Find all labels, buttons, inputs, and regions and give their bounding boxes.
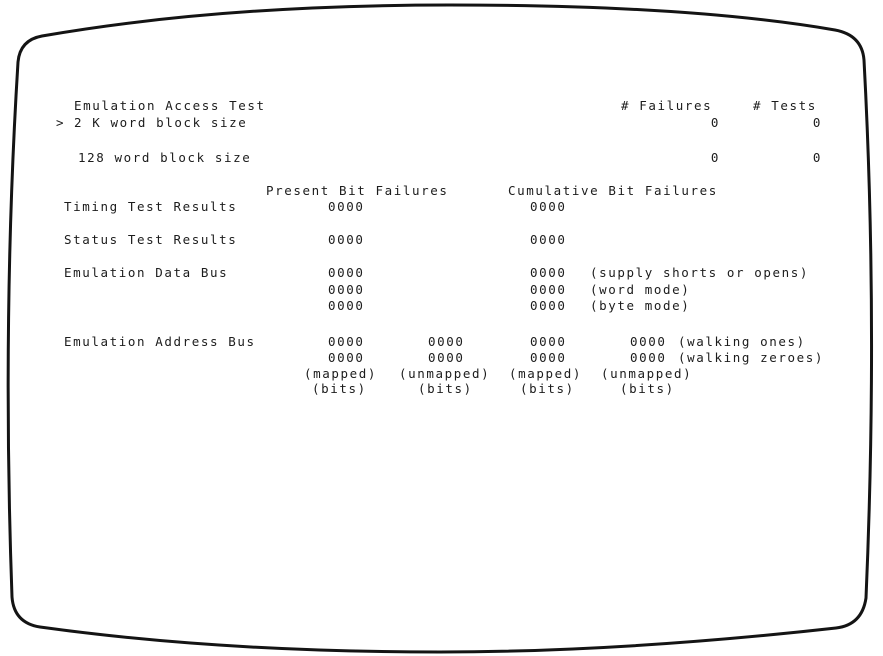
address-bus-cumulative-mapped: 0000 bbox=[530, 350, 567, 365]
bits-subhead: (bits) bbox=[418, 381, 473, 396]
block-128-tests-count: 0 bbox=[812, 150, 822, 165]
address-bus-cumulative-mapped: 0000 bbox=[530, 334, 567, 349]
timing-test-label: Timing Test Results bbox=[64, 199, 238, 214]
bits-subhead: (bits) bbox=[620, 381, 675, 396]
unmapped-subhead: (unmapped) bbox=[399, 366, 491, 381]
address-bus-cumulative-unmapped: 0000 bbox=[630, 334, 667, 349]
data-bus-cumulative-value: 0000 bbox=[530, 298, 567, 313]
data-bus-note: (supply shorts or opens) bbox=[590, 265, 810, 280]
cumulative-bit-failures-header: Cumulative Bit Failures bbox=[508, 183, 718, 198]
address-bus-note: (walking ones) bbox=[678, 334, 806, 349]
data-bus-present-value: 0000 bbox=[328, 282, 365, 297]
address-bus-present-unmapped: 0000 bbox=[428, 334, 465, 349]
timing-cumulative-value: 0000 bbox=[530, 199, 567, 214]
address-bus-label: Emulation Address Bus bbox=[64, 334, 256, 349]
data-bus-cumulative-value: 0000 bbox=[530, 282, 567, 297]
address-bus-present-unmapped: 0000 bbox=[428, 350, 465, 365]
failures-column-header: # Failures bbox=[621, 98, 713, 113]
data-bus-present-value: 0000 bbox=[328, 298, 365, 313]
bits-subhead: (bits) bbox=[312, 381, 367, 396]
status-test-label: Status Test Results bbox=[64, 232, 238, 247]
status-present-value: 0000 bbox=[328, 232, 365, 247]
address-bus-cumulative-unmapped: 0000 bbox=[630, 350, 667, 365]
address-bus-present-mapped: 0000 bbox=[328, 350, 365, 365]
mapped-subhead: (mapped) bbox=[304, 366, 378, 381]
tests-column-header: # Tests bbox=[753, 98, 817, 113]
status-cumulative-value: 0000 bbox=[530, 232, 567, 247]
block-2k-failures-count: 0 bbox=[710, 115, 720, 130]
data-bus-label: Emulation Data Bus bbox=[64, 265, 229, 280]
timing-present-value: 0000 bbox=[328, 199, 365, 214]
data-bus-present-value: 0000 bbox=[328, 265, 365, 280]
bits-subhead: (bits) bbox=[520, 381, 575, 396]
mapped-subhead: (mapped) bbox=[509, 366, 583, 381]
address-bus-note: (walking zeroes) bbox=[678, 350, 825, 365]
block-size-128-option[interactable]: 128 word block size bbox=[78, 150, 252, 165]
unmapped-subhead: (unmapped) bbox=[601, 366, 693, 381]
data-bus-cumulative-value: 0000 bbox=[530, 265, 567, 280]
block-2k-tests-count: 0 bbox=[812, 115, 822, 130]
address-bus-present-mapped: 0000 bbox=[328, 334, 365, 349]
present-bit-failures-header: Present Bit Failures bbox=[266, 183, 449, 198]
selection-cursor: > bbox=[56, 115, 66, 130]
page-title: Emulation Access Test bbox=[74, 98, 266, 113]
data-bus-note: (byte mode) bbox=[590, 298, 691, 313]
block-128-failures-count: 0 bbox=[710, 150, 720, 165]
block-size-2k-option[interactable]: 2 K word block size bbox=[74, 115, 248, 130]
data-bus-note: (word mode) bbox=[590, 282, 691, 297]
